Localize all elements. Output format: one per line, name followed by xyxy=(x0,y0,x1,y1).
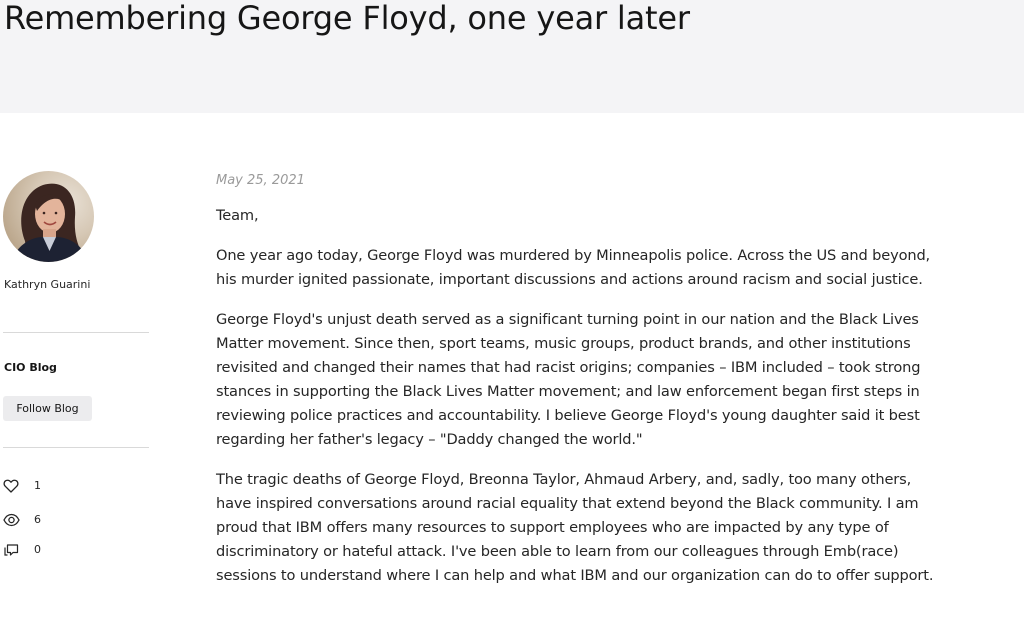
page-title: Remembering George Floyd, one year later xyxy=(4,0,690,37)
author-photo xyxy=(3,171,94,262)
article-paragraph: The tragic deaths of George Floyd, Breonna Taylor, Ahmaud Arbery, and, sadly, too many others, have inspired conversations around racial equality that extend beyond the Black community. I am proud that IBM offers many resources to support employees who are impacted by any type of discriminatory or hateful attack. I've been able to learn from our colleagues through Emb(race) sessions to understand where I can help and what IBM and our organization can do to offer support. xyxy=(216,471,934,584)
article-paragraph: One year ago today, George Floyd was murdered by Minneapolis police. Across the US and beyond, his murder ignited passionate, important discussions and actions around racism and social justice. xyxy=(216,247,931,288)
page-header xyxy=(0,0,1024,113)
avatar[interactable] xyxy=(3,171,94,262)
likes-stat[interactable] xyxy=(3,477,41,495)
author-sidebar xyxy=(0,113,160,642)
views-count: 6 xyxy=(34,513,41,526)
article-body xyxy=(216,171,946,604)
blog-name[interactable]: CIO Blog xyxy=(4,361,57,374)
follow-blog-button[interactable]: Follow Blog xyxy=(3,396,92,421)
comment-icon xyxy=(3,542,19,558)
article-paragraph: George Floyd's unjust death served as a significant turning point in our nation and the Black Lives Matter movement. Since then, sport teams, music groups, product brands, and other institutions revisited and changed their names that had racist origins; companies – IBM included – took strong stances in supporting the Black Lives Matter movement; and law enforcement began first steps in reviewing police practices and accountability. I believe George Floyd's young daughter said it best regarding her father's legacy – "Daddy changed the world." xyxy=(216,311,921,448)
author-name[interactable]: Kathryn Guarini xyxy=(4,278,91,291)
eye-icon xyxy=(3,512,20,528)
heart-icon xyxy=(3,478,19,494)
views-stat xyxy=(3,511,41,529)
post-date: May 25, 2021 xyxy=(216,173,305,188)
article-paragraph: Team, xyxy=(216,207,259,224)
sidebar-divider xyxy=(3,332,149,333)
comments-stat[interactable] xyxy=(3,541,41,559)
sidebar-divider xyxy=(3,447,149,448)
comments-count: 0 xyxy=(34,543,41,556)
likes-count: 1 xyxy=(34,479,41,492)
